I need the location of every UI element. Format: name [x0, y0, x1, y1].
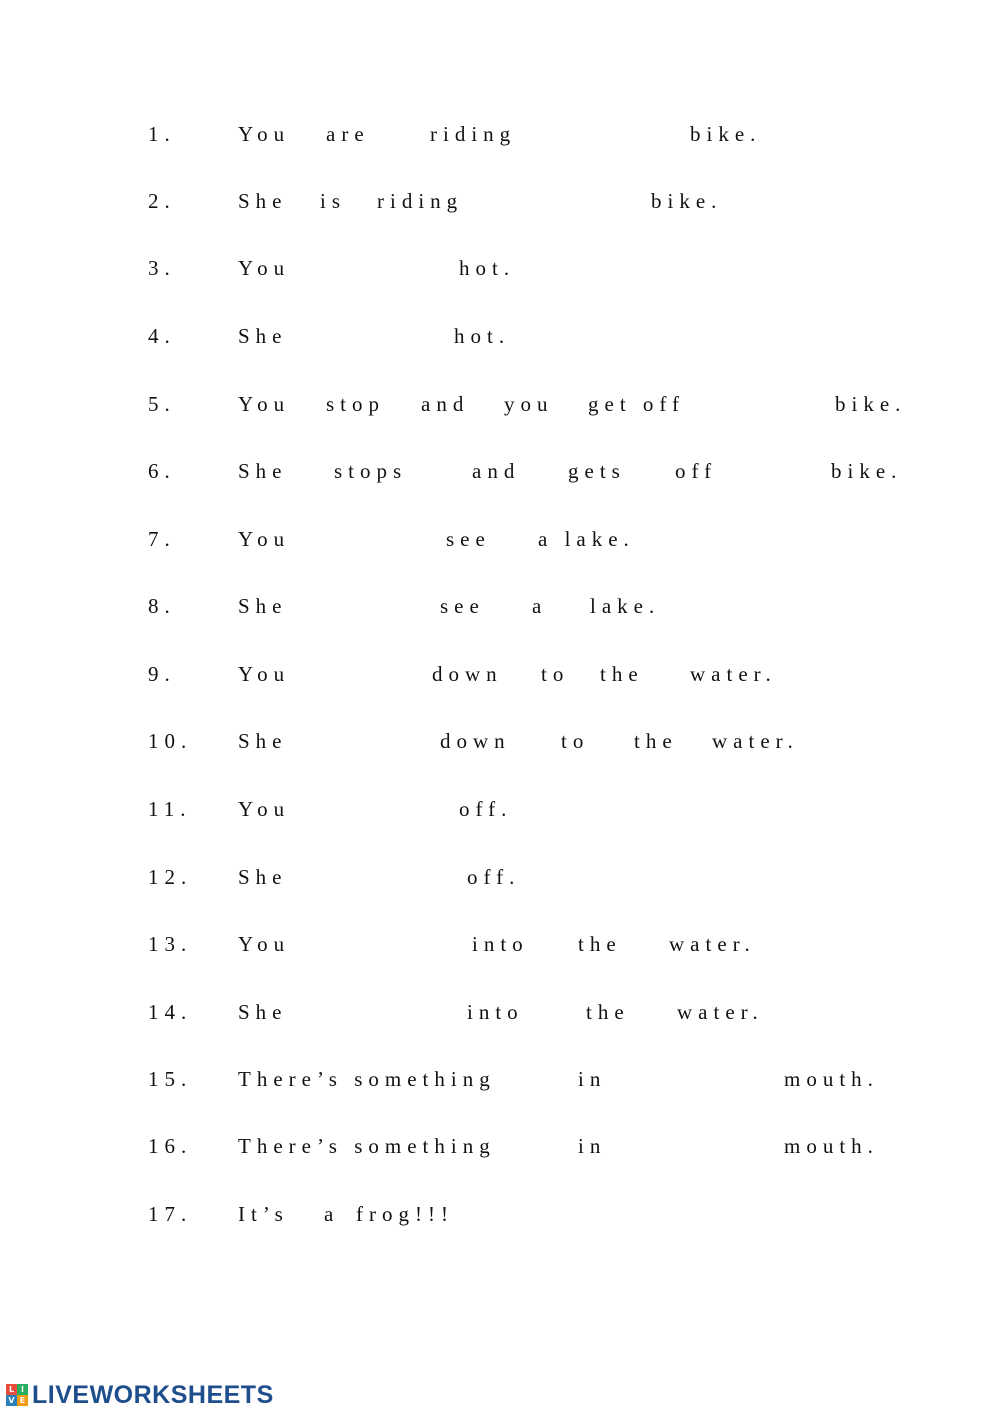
- line-word: It’s: [238, 1202, 289, 1226]
- line-word: hot.: [459, 256, 516, 280]
- line-number: 15.: [148, 1067, 193, 1091]
- line-word: mouth.: [784, 1134, 879, 1158]
- line-word: a lake.: [538, 527, 635, 551]
- line-word: the: [578, 932, 622, 956]
- line-number: 17.: [148, 1202, 193, 1226]
- line-word: frog!!!: [356, 1202, 454, 1226]
- line-number: 3.: [148, 256, 176, 280]
- line-word: lake.: [590, 594, 661, 618]
- line-word: You: [238, 122, 291, 146]
- line-word: You: [238, 256, 291, 280]
- sentence-line-9: [0, 654, 1000, 694]
- line-word: are: [326, 122, 370, 146]
- line-word: the: [634, 729, 678, 753]
- line-word: You: [238, 527, 291, 551]
- line-word: you: [504, 392, 554, 416]
- line-word: You: [238, 392, 291, 416]
- line-number: 1.: [148, 122, 176, 146]
- line-word: water.: [712, 729, 799, 753]
- line-word: see: [446, 527, 491, 551]
- line-word: mouth.: [784, 1067, 879, 1091]
- line-word: and: [421, 392, 470, 416]
- line-word: hot.: [454, 324, 511, 348]
- sentence-line-1: [0, 114, 1000, 154]
- line-word: is: [320, 189, 347, 213]
- line-word: the: [600, 662, 644, 686]
- line-word: down: [432, 662, 503, 686]
- line-word: water.: [690, 662, 777, 686]
- line-word: and: [472, 459, 521, 483]
- line-word: in: [578, 1067, 607, 1091]
- line-number: 13.: [148, 932, 193, 956]
- line-word: off.: [459, 797, 513, 821]
- line-number: 11.: [148, 797, 192, 821]
- line-word: gets: [568, 459, 626, 483]
- line-number: 7.: [148, 527, 176, 551]
- line-word: in: [578, 1134, 607, 1158]
- line-word: into: [472, 932, 529, 956]
- line-word: riding: [377, 189, 464, 213]
- line-number: 4.: [148, 324, 176, 348]
- liveworksheets-logo[interactable]: [6, 1380, 274, 1410]
- line-number: 9.: [148, 662, 176, 686]
- line-word: stop: [326, 392, 386, 416]
- line-word: She: [238, 189, 288, 213]
- logo-badge-icon: L I V E: [6, 1384, 28, 1406]
- line-word: riding: [430, 122, 517, 146]
- line-word: water.: [669, 932, 756, 956]
- line-word: There’s something: [238, 1134, 496, 1158]
- line-number: 16.: [148, 1134, 193, 1158]
- sentence-line-10: [0, 721, 1000, 761]
- sentence-line-15: [0, 1059, 1000, 1099]
- line-word: water.: [677, 1000, 764, 1024]
- line-word: to: [561, 729, 590, 753]
- line-word: a: [324, 1202, 340, 1226]
- line-number: 12.: [148, 865, 193, 889]
- line-number: 8.: [148, 594, 176, 618]
- sentence-line-12: [0, 857, 1000, 897]
- line-number: 10.: [148, 729, 193, 753]
- sentence-line-7: [0, 519, 1000, 559]
- line-word: She: [238, 729, 288, 753]
- line-word: She: [238, 594, 288, 618]
- sentence-line-4: [0, 316, 1000, 356]
- line-word: get off: [588, 392, 686, 416]
- line-word: She: [238, 865, 288, 889]
- sentence-line-11: [0, 789, 1000, 829]
- sentence-line-8: [0, 586, 1000, 626]
- sentence-line-5: [0, 384, 1000, 424]
- sentence-line-14: [0, 992, 1000, 1032]
- line-number: 6.: [148, 459, 176, 483]
- line-word: There’s something: [238, 1067, 496, 1091]
- line-word: bike.: [690, 122, 762, 146]
- line-number: 5.: [148, 392, 176, 416]
- line-word: You: [238, 662, 291, 686]
- line-number: 2.: [148, 189, 176, 213]
- sentence-line-6: [0, 451, 1000, 491]
- sentence-line-13: [0, 924, 1000, 964]
- sentence-line-17: [0, 1194, 1000, 1234]
- logo-text: LIVEWORKSHEETS: [32, 1380, 274, 1409]
- line-word: She: [238, 324, 288, 348]
- line-word: off.: [467, 865, 521, 889]
- line-word: see: [440, 594, 485, 618]
- line-word: a: [532, 594, 548, 618]
- line-word: You: [238, 797, 291, 821]
- line-word: off: [675, 459, 718, 483]
- line-word: to: [541, 662, 570, 686]
- sentence-line-2: [0, 181, 1000, 221]
- sentence-line-16: [0, 1126, 1000, 1166]
- line-word: into: [467, 1000, 524, 1024]
- line-word: bike.: [835, 392, 907, 416]
- sentence-line-3: [0, 248, 1000, 288]
- line-word: She: [238, 1000, 288, 1024]
- line-word: bike.: [651, 189, 723, 213]
- line-number: 14.: [148, 1000, 193, 1024]
- line-word: down: [440, 729, 511, 753]
- line-word: the: [586, 1000, 630, 1024]
- line-word: She: [238, 459, 288, 483]
- line-word: stops: [334, 459, 408, 483]
- line-word: You: [238, 932, 291, 956]
- line-word: bike.: [831, 459, 903, 483]
